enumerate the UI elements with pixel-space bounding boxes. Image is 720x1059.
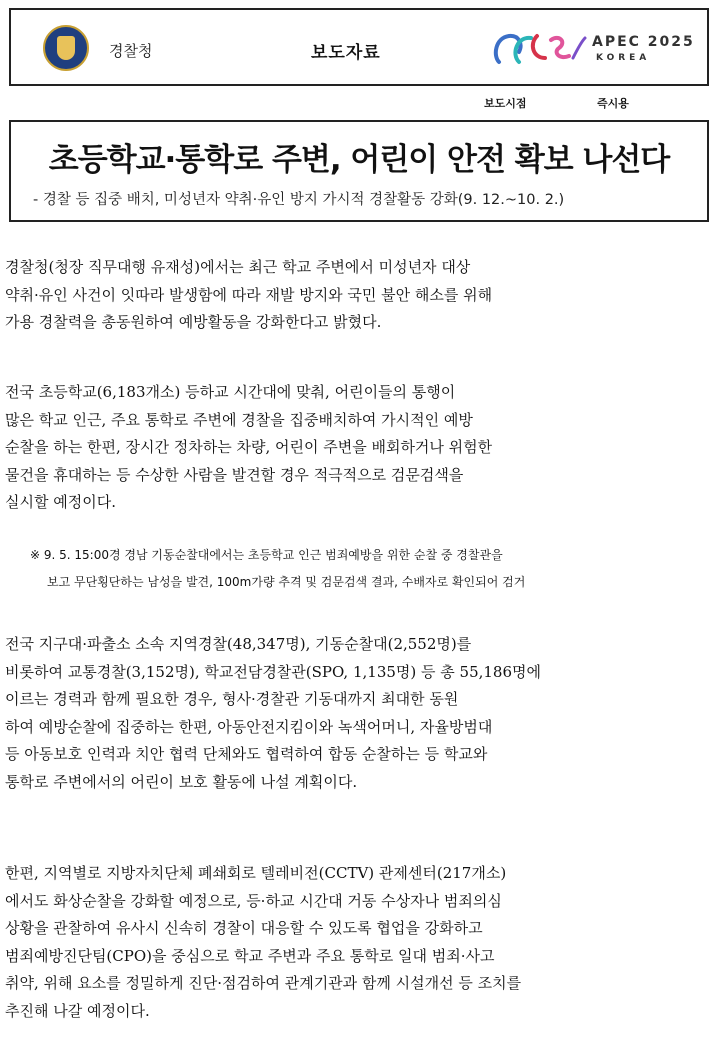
header-box (9, 8, 709, 86)
paragraph-line: 통학로 주변에서의 어린이 보호 활동에 나설 계획이다. (5, 772, 358, 791)
release-time-value: 즉시용 (597, 97, 629, 110)
paragraph-line: 전국 초등학교(6,183개소) 등하교 시간대에 맞춰, 어린이들의 통행이 (5, 383, 456, 401)
main-title: 초등학교·통학로 주변, 어린이 안전 확보 나선다 (48, 142, 670, 178)
note-line: ※ 9. 5. 15:00경 경남 기동순찰대에서는 초등학교 인근 범죄예방을 위한 순찰 중 경찰관을 (30, 548, 503, 562)
paragraph-line: 비롯하여 교통경찰(3,152명), 학교전담경찰관(SPO, 1,135명) 등 총 55,186명에 (5, 662, 542, 681)
release-time-label: 보도시점 (484, 97, 527, 110)
paragraph-line: 한편, 지역별로 지방자치단체 폐쇄회로 텔레비전(CCTV) 관제센터(217개소) (5, 864, 507, 882)
paragraph-line: 실시할 예정이다. (5, 493, 116, 511)
paragraph-line: 가용 경찰력을 총동원하여 예방활동을 강화한다고 밝혔다. (5, 313, 382, 331)
emblem-shield-icon (57, 36, 75, 60)
paragraph-line: 취약, 위해 요소를 정밀하게 진단·점검하여 관계기관과 함께 시설개선 등 조치를 (5, 974, 522, 992)
paragraph-line: 추진해 나갈 예정이다. (5, 1001, 150, 1020)
subtitle: - 경찰 등 집중 배치, 미성년자 약취·유인 방지 가시적 경찰활동 강화(9. 12.~10. 2.) (33, 192, 565, 208)
paragraph-line: 등 아동보호 인력과 치안 협력 단체와도 협력하여 합동 순찰하는 등 학교와 (5, 745, 488, 763)
agency-name: 경찰청 (109, 42, 153, 60)
paragraph-line: 범죄예방진단팀(CPO)을 중심으로 학교 주변과 주요 통학로 일대 범죄·사고 (5, 946, 495, 965)
apec-subtitle: KOREA (596, 53, 651, 63)
paragraph-line: 하여 예방순찰에 집중하는 한편, 아동안전지킴이와 녹색어머니, 자율방범대 (5, 717, 493, 736)
paragraph-line: 이르는 경력과 함께 필요한 경우, 형사·경찰관 기동대까지 최대한 동원 (5, 690, 459, 708)
note-line: 보고 무단횡단하는 남성을 발견, 100m가량 추격 및 검문검색 결과, 수배자로 확인되어 검거 (47, 575, 526, 589)
paragraph-line: 상황을 관찰하여 유사시 신속히 경찰이 대응할 수 있도록 협업을 강화하고 (5, 919, 483, 937)
apec-title: APEC 2025 (592, 34, 695, 50)
paragraph-1 (5, 254, 713, 337)
paragraph-line: 순찰을 하는 한편, 장시간 정차하는 차량, 어린이 주변을 배회하거나 위험한 (5, 438, 493, 456)
doc-type: 보도자료 (311, 43, 381, 63)
title-box (9, 120, 709, 222)
paragraph-3 (5, 631, 713, 796)
paragraph-2 (5, 379, 713, 517)
police-emblem-icon (43, 25, 89, 71)
paragraph-line: 약취·유인 사건이 잇따라 발생함에 따라 재발 방지와 국민 불안 해소를 위해 (5, 285, 493, 304)
paragraph-4 (5, 860, 713, 1025)
paragraph-line: 물건을 휴대하는 등 수상한 사람을 발견할 경우 적극적으로 검문검색을 (5, 465, 464, 484)
case-note (30, 542, 710, 596)
paragraph-line: 많은 학교 인근, 주요 통학로 주변에 경찰을 집중배치하여 가시적인 예방 (5, 410, 473, 429)
paragraph-line: 경찰청(청장 직무대행 유재성)에서는 최근 학교 주변에서 미성년자 대상 (5, 258, 471, 276)
paragraph-line: 에서도 화상순찰을 강화할 예정으로, 등·하교 시간대 거동 수상자나 범죄의심 (5, 891, 502, 910)
apec-logo-icon (489, 28, 589, 70)
paragraph-line: 전국 지구대·파출소 소속 지역경찰(48,347명), 기동순찰대(2,552명)를 (5, 635, 472, 653)
